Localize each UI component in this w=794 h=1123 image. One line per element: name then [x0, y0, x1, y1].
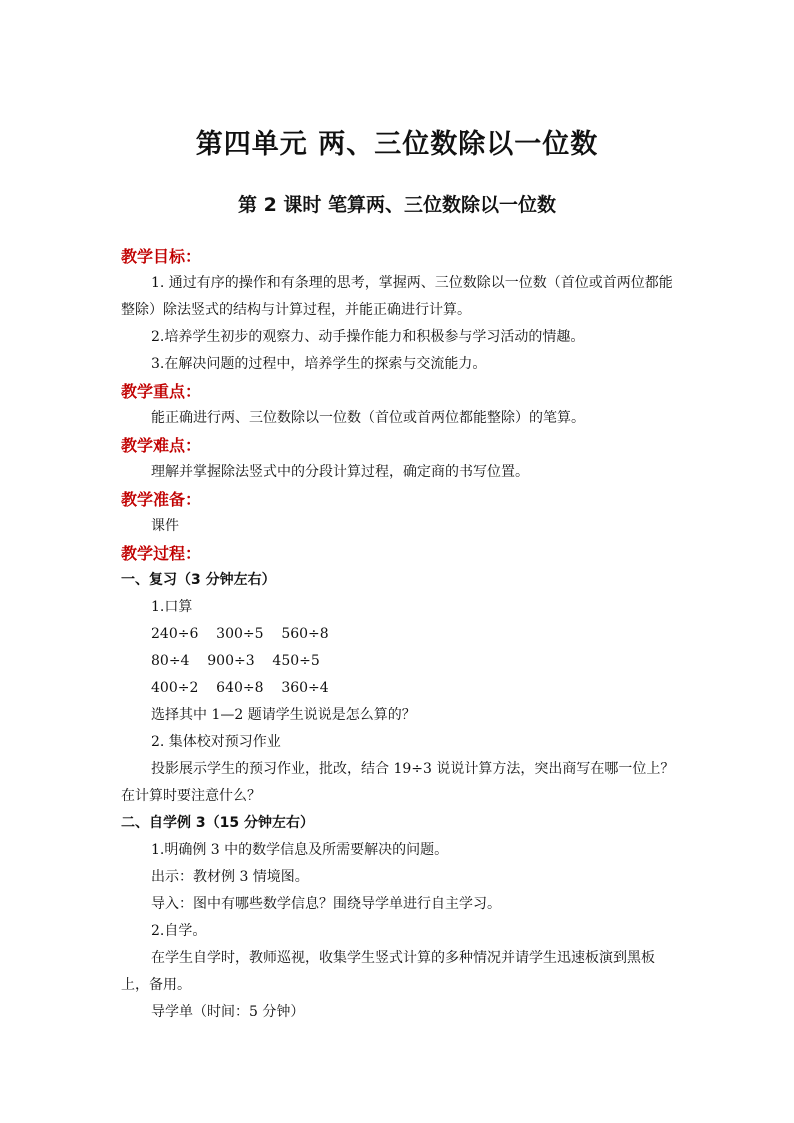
objectives-heading: 教学目标：: [121, 247, 202, 266]
selfstudy-text: 在学生自学时，教师巡视，收集学生竖式计算的多种情况并请学生迅速板演到黑板上，备用。: [121, 950, 655, 993]
selfstudy-show: 出示：教材例 3 情境图。: [151, 869, 309, 885]
preparation-heading: 教学准备：: [121, 490, 202, 509]
objective-item: 3.在解决问题的过程中，培养学生的探索与交流能力。: [151, 356, 487, 372]
section-selfstudy-title: 二、自学例 3（15 分钟左右）: [121, 815, 314, 831]
lesson-content: [121, 243, 681, 1026]
unit-title: 第四单元 两、三位数除以一位数: [195, 129, 599, 160]
selfstudy-item: 1.明确例 3 中的数学信息及所需要解决的问题。: [151, 842, 449, 858]
objective-item: 2.培养学生初步的观察力、动手操作能力和积极参与学习活动的情趣。: [151, 329, 585, 345]
difficulties-text: 理解并掌握除法竖式中的分段计算过程，确定商的书写位置。: [151, 464, 529, 480]
oral-calc-label: 1.口算: [151, 599, 193, 615]
section-review-title: 一、复习（3 分钟左右）: [121, 572, 276, 588]
oral-calc-row: 400÷2 640÷8 360÷4: [151, 680, 329, 696]
key-points-text: 能正确进行两、三位数除以一位数（首位或首两位都能整除）的笔算。: [151, 410, 585, 426]
key-points-heading: 教学重点：: [121, 382, 202, 401]
objective-item: 1. 通过有序的操作和有条理的思考，掌握两、三位数除以一位数（首位或首两位都能整除）除法竖式的结构与计算过程，并能正确进行计算。: [121, 275, 673, 318]
oral-calc-row: 240÷6 300÷5 560÷8: [151, 626, 329, 642]
oral-calc-row: 80÷4 900÷3 450÷5: [151, 653, 320, 669]
process-heading: 教学过程：: [121, 544, 202, 563]
lesson-subtitle: 第 2 课时 笔算两、三位数除以一位数: [237, 194, 557, 216]
oral-calc-question: 选择其中 1—2 题请学生说说是怎么算的？: [151, 707, 416, 723]
guide-sheet-label: 导学单（时间：5 分钟）: [151, 1004, 305, 1020]
selfstudy-item: 2.自学。: [151, 923, 207, 939]
difficulties-heading: 教学难点：: [121, 436, 202, 455]
preparation-text: 课件: [151, 518, 179, 534]
homework-check-text: 投影展示学生的预习作业，批改，结合 19÷3 说说计算方法，突出商写在哪一位上？在计算时要注意什么？: [121, 761, 675, 804]
homework-check-label: 2. 集体校对预习作业: [151, 734, 281, 750]
selfstudy-intro: 导入：图中有哪些数学信息？围绕导学单进行自主学习。: [151, 896, 501, 912]
